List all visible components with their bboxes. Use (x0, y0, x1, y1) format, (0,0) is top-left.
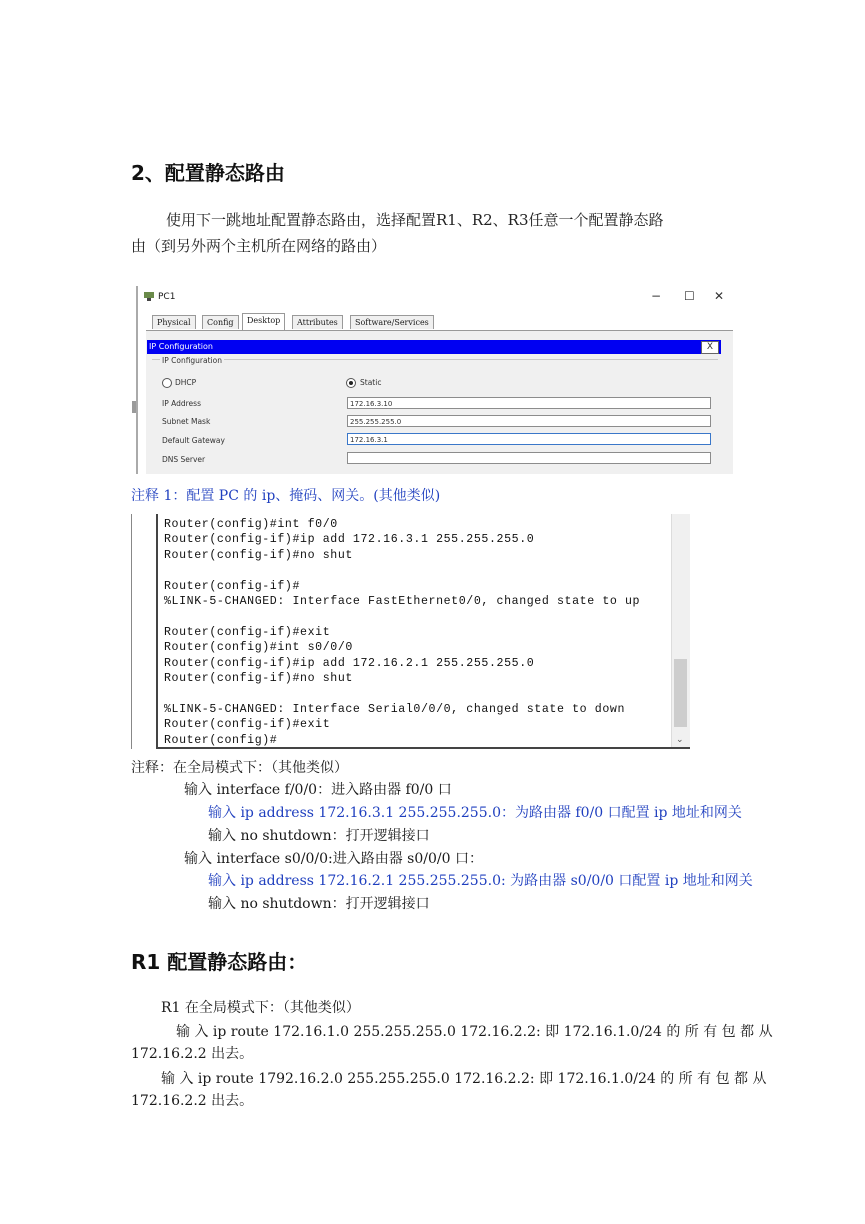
note-1: 注释 1：配置 PC 的 ip、掩码、网关。(其他类似) (131, 488, 441, 504)
pc-icon (144, 292, 154, 301)
dns-server-field[interactable] (347, 452, 711, 464)
tab-desktop[interactable]: Desktop (242, 313, 285, 330)
terminal-line: Router(config)#int s0/0/0 (164, 641, 353, 654)
notes-line-6: 输入 no shutdown：打开逻辑接口 (208, 896, 430, 912)
notes-line-2: 输入 ip address 172.16.3.1 255.255.255.0：为路由器 f0/0 口配置 ip 地址和网关 (208, 805, 742, 821)
section-heading: 2、配置静态路由 (131, 161, 285, 185)
terminal-line: Router(config)#int f0/0 (164, 518, 338, 531)
terminal-line: Router(config-if)#ip add 172.16.2.1 255.255.255.0 (164, 657, 535, 670)
subnet-mask-label: Subnet Mask (162, 417, 211, 426)
r1-line-4: 输 入 ip route 1792.16.2.0 255.255.255.0 172.16.2.2: 即 172.16.1.0/24 的 所 有 包 都 从 (161, 1071, 767, 1087)
ip-address-label: IP Address (162, 399, 201, 408)
tab-physical[interactable]: Physical (152, 315, 196, 329)
terminal-line: Router(config-if)# (164, 580, 301, 593)
scroll-down-arrow-icon[interactable]: ⌄ (676, 735, 684, 745)
window-title: PC1 (158, 292, 176, 302)
notes-line-4: 输入 interface s0/0/0:进入路由器 s0/0/0 口： (184, 851, 483, 867)
terminal-line: %LINK-5-CHANGED: Interface Serial0/0/0, changed state to down (164, 703, 625, 716)
terminal-scrollbar[interactable] (671, 514, 690, 747)
pc-window-screenshot (136, 286, 735, 474)
default-gateway-label: Default Gateway (162, 436, 225, 445)
panel-close-button[interactable]: X (701, 341, 719, 354)
close-window-button[interactable]: ✕ (714, 289, 725, 303)
terminal-border-left (156, 514, 158, 749)
subnet-mask-field[interactable]: 255.255.255.0 (347, 415, 711, 427)
terminal-border-bottom (156, 747, 690, 749)
dhcp-label: DHCP (175, 378, 197, 387)
notes-line-5: 输入 ip address 172.16.2.1 255.255.255.0: 为路由器 s0/0/0 口配置 ip 地址和网关 (208, 873, 753, 889)
terminal-line: %LINK-5-CHANGED: Interface FastEthernet0/0, changed state to up (164, 595, 641, 608)
r1-line-2: 输 入 ip route 172.16.1.0 255.255.255.0 172.16.2.2: 即 172.16.1.0/24 的 所 有 包 都 从 (176, 1024, 773, 1040)
notes-line-1: 输入 interface f/0/0：进入路由器 f0/0 口 (184, 782, 452, 798)
maximize-button[interactable]: ☐ (684, 289, 695, 303)
ip-config-panel-title (147, 340, 721, 354)
r1-line-1: R1 在全局模式下：（其他类似） (161, 1000, 360, 1016)
panel-title-text: IP Configuration (149, 342, 213, 351)
side-marker (132, 401, 136, 413)
r1-heading: R1 配置静态路由： (131, 950, 308, 974)
default-gateway-field[interactable]: 172.16.3.1 (347, 433, 711, 445)
notes-header: 注释：在全局模式下：（其他类似） (131, 760, 348, 776)
terminal-line: Router(config-if)#no shut (164, 549, 353, 562)
scrollbar-thumb[interactable] (674, 659, 687, 727)
terminal-line: Router(config-if)#no shut (164, 672, 353, 685)
dns-server-label: DNS Server (162, 455, 206, 464)
tab-software-services[interactable]: Software/Services (350, 315, 434, 329)
ip-address-field[interactable]: 172.16.3.10 (347, 397, 711, 409)
tab-config[interactable]: Config (202, 315, 239, 329)
static-radio[interactable] (346, 378, 356, 388)
intro-line-1: 使用下一跳地址配置静态路由，选择配置R1、R2、R3任意一个配置静态路 (166, 211, 664, 229)
r1-line-5: 172.16.2.2 出去。 (131, 1093, 254, 1109)
group-label: IP Configuration (162, 356, 222, 365)
r1-line-3: 172.16.2.2 出去。 (131, 1046, 254, 1062)
window-titlebar (138, 286, 735, 308)
intro-line-2: 由（到另外两个主机所在网络的路由） (131, 237, 387, 255)
terminal-line: Router(config)# (164, 734, 278, 747)
notes-line-3: 输入 no shutdown：打开逻辑接口 (208, 828, 430, 844)
minimize-button[interactable]: − (651, 289, 662, 303)
tab-attributes[interactable]: Attributes (292, 315, 343, 329)
router-cli-screenshot (131, 514, 690, 749)
static-label: Static (360, 378, 382, 387)
dhcp-radio[interactable] (162, 378, 172, 388)
terminal-line: Router(config-if)#exit (164, 718, 331, 731)
terminal-line: Router(config-if)#exit (164, 626, 331, 639)
terminal-line: Router(config-if)#ip add 172.16.3.1 255.255.255.0 (164, 533, 535, 546)
